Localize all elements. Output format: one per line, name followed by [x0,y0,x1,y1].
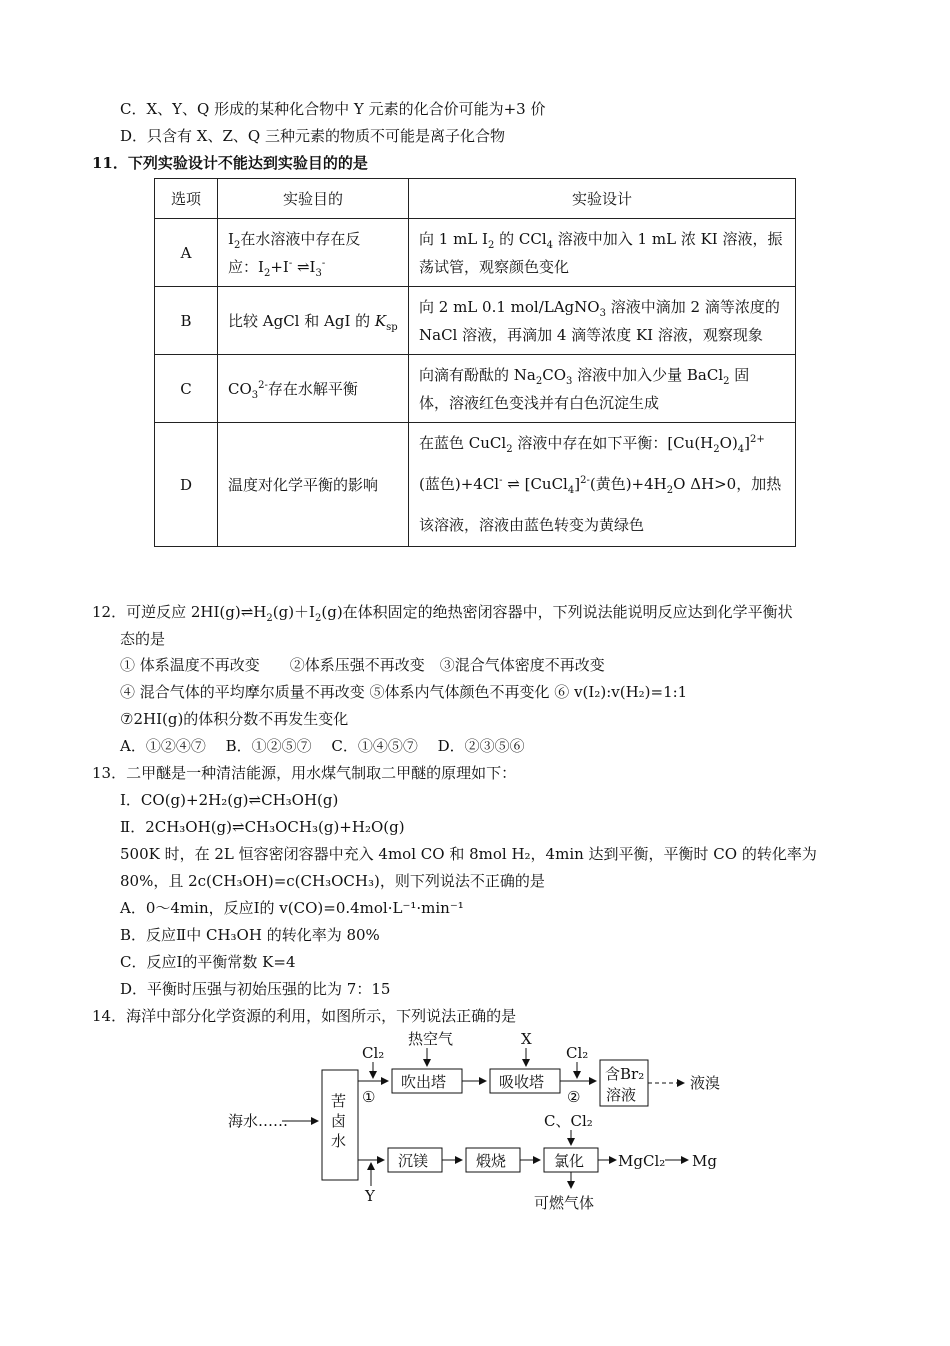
q12-conditions-2: ④ 混合气体的平均摩尔质量不再改变 ⑤体系内气体颜色不再变化 ⑥ v(I₂):v(H₂)=1:1 [120,683,688,701]
label-cl2-b: Cl₂ [566,1044,589,1062]
label-brine-3: 水 [331,1132,347,1150]
table-row [155,287,796,355]
label-chlorinate: 氯化 [554,1152,585,1170]
row-design: 向 1 mL $I_2$ 的 CCl$_4$ 溶液中加入 1 mL 浓 KI 溶液，振 荡试管，观察颜色变化 [409,219,796,287]
q12-conditions-3: ⑦2HI(g)的体积分数不再发生变化 [120,710,349,728]
table-row [155,355,796,423]
q10-option-d: D．只含有 X、Z、Q 三种元素的物质不可能是离子化合物 [120,127,505,145]
label-circle-2: ② [567,1088,581,1106]
table-row [155,219,796,287]
q13-condition-2: 80%，且 2c(CH₃OH)=c(CH₃OCH₃)，则下列说法不正确的是 [120,872,545,890]
q10-option-c: C．X、Y、Q 形成的某种化合物中 Y 元素的化合价可能为+3 价 [120,100,546,118]
q11-stem: 11．下列实验设计不能达到实验目的的是 [92,154,368,172]
table-row [155,423,796,547]
header-option: 选项 [155,179,218,219]
label-absorb-tower: 吸收塔 [499,1073,545,1091]
row-option: C [155,355,218,423]
label-y: Y [365,1187,375,1205]
row-goal: $CO_3^{2-}$存在水解平衡 [218,355,409,423]
row-design: 在蓝色 CuCl$_2$ 溶液中存在如下平衡：$[Cu(H_2O)_4]^{2+}$ (蓝色)+4Cl- ⇌ [CuCl$_4$]$^{2-}$(黄色)$+4H_2O$ ΔH>0，加热 该溶液，溶液由蓝色转变为黄绿色 [409,423,796,547]
label-liquid-bromine: 液溴 [690,1074,721,1092]
experiment-table [154,178,796,547]
row-design: 向滴有酚酞的 $Na_2CO_3$ 溶液中加入少量 BaCl$_2$ 固 体，溶液红色变浅并有白色沉淀生成 [409,355,796,423]
q12-stem-cont: 态的是 [120,630,166,648]
label-solution: 溶液 [606,1086,637,1104]
label-precip-mg: 沉镁 [398,1152,429,1170]
label-contains-br2: 含Br₂ [605,1065,645,1083]
row-goal: $I_2$在水溶液中存在反 应：$I_2+I^-$ $\rightleftharpoons I_3^-$ [218,219,409,287]
q14-stem: 14．海洋中部分化学资源的利用，如图所示，下列说法正确的是 [92,1007,517,1025]
q13-condition-1: 500K 时，在 2L 恒容密闭容器中充入 4mol CO 和 8mol H₂，4min 达到平衡，平衡时 CO 的转化率为 [120,845,817,863]
label-mg: Mg [692,1152,717,1170]
q12-stem: 12．可逆反应 $2HI(g)\rightleftharpoons H_2(g)+I_2(g)$在体积固定的绝热密闭容器中，下列说法能说明反应达到化学平衡状 [92,603,793,624]
q13-option-b: B．反应Ⅱ中 CH₃OH 的转化率为 80% [120,926,380,944]
label-brine-1: 苦 [331,1092,347,1110]
label-calcine: 煅烧 [476,1152,507,1170]
q12-conditions-1: ① 体系温度不再改变 ②体系压强不再改变 ③混合气体密度不再改变 [120,656,605,674]
row-goal: 比较 AgCl 和 AgI 的 $K_{sp}$ [218,287,409,355]
q13-reaction-2: Ⅱ．2CH₃OH(g)⇌CH₃OCH₃(g)+H₂O(g) [120,818,405,836]
label-mgcl2: MgCl₂ [618,1152,666,1170]
label-c-cl2: C、Cl₂ [544,1112,593,1130]
q12-options: A．①②④⑦ B．①②⑤⑦ C．①④⑤⑦ D．②③⑤⑥ [120,737,525,755]
label-circle-1: ① [362,1088,376,1106]
label-seawater: 海水…… [228,1112,289,1130]
header-design: 实验设计 [409,179,796,219]
q13-option-a: A．0～4min，反应Ⅰ的 v(CO)=0.4mol·L⁻¹·min⁻¹ [120,899,464,917]
label-x: X [521,1030,532,1048]
row-option: B [155,287,218,355]
label-blow-tower: 吹出塔 [401,1073,447,1091]
label-brine-2: 卤 [331,1112,347,1130]
label-hot-air: 热空气 [408,1030,454,1048]
q13-stem: 13．二甲醚是一种清洁能源，用水煤气制取二甲醚的原理如下： [92,764,517,782]
row-design: 向 2 mL 0.1 mol/LAgNO$_3$ 溶液中滴加 2 滴等浓度的 NaCl 溶液，再滴加 4 滴等浓度 KI 溶液，观察现象 [409,287,796,355]
q13-option-c: C．反应Ⅰ的平衡常数 K=4 [120,953,296,971]
q13-option-d: D．平衡时压强与初始压强的比为 7：15 [120,980,391,998]
process-flow-diagram [0,1026,950,1246]
header-goal: 实验目的 [218,179,409,219]
row-goal: 温度对化学平衡的影响 [218,423,409,547]
q13-reaction-1: Ⅰ．CO(g)+2H₂(g)⇌CH₃OH(g) [120,791,339,809]
label-combustible-gas: 可燃气体 [534,1194,595,1212]
row-option: A [155,219,218,287]
row-option: D [155,423,218,547]
label-cl2-a: Cl₂ [362,1044,385,1062]
